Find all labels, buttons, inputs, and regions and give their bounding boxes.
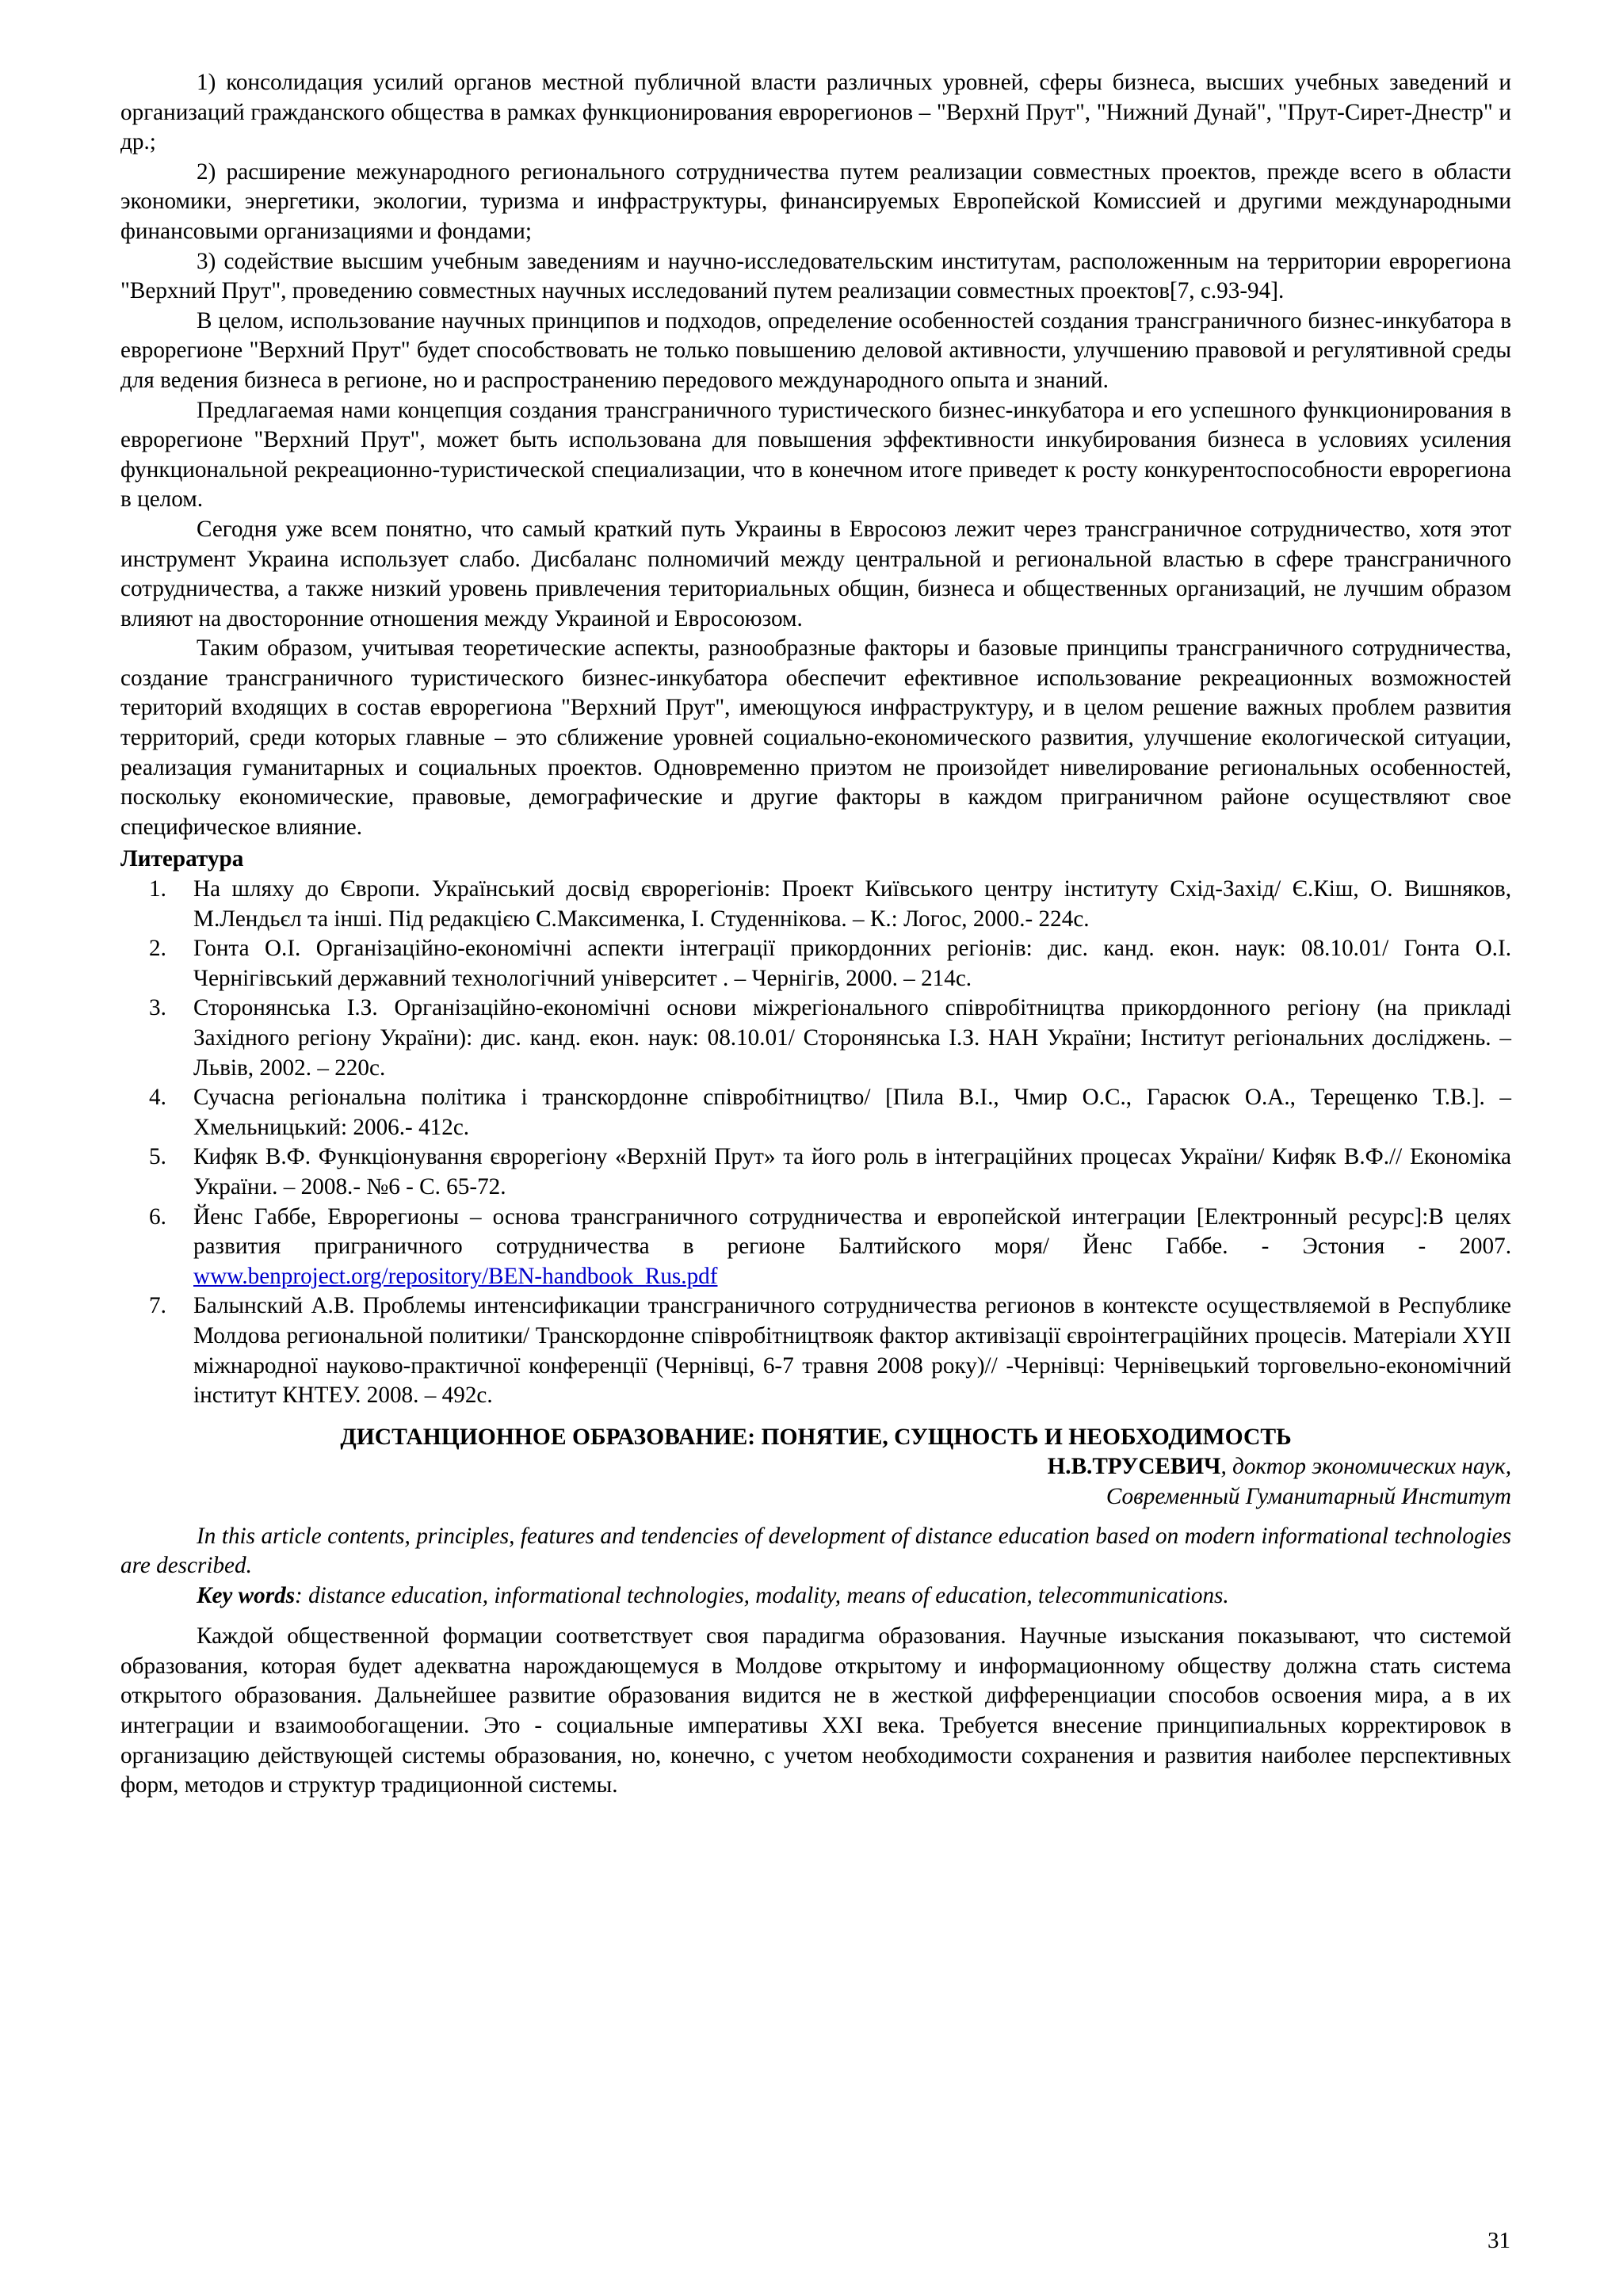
paragraph-business-incubator: В целом, использование научных принципов и подходов, определение особенностей создания трансграничного бизнес-инкубатора в еврорегионе "Верхний Прут" будет способствовать не только повышению деловой активности, улучшению правовой и регулятивной среды для ведения бизнеса в регионе, но и распространению передового международного опыта и знаний. bbox=[120, 307, 1511, 393]
reference-number: 4. bbox=[149, 1085, 166, 1111]
reference-number: 1. bbox=[149, 876, 166, 902]
reference-number: 2. bbox=[149, 936, 166, 962]
reference-number: 7. bbox=[149, 1293, 166, 1319]
article-title: ДИСТАНЦИОННОЕ ОБРАЗОВАНИЕ: ПОНЯТИЕ, СУЩНОСТЬ И НЕОБХОДИМОСТЬ bbox=[340, 1424, 1292, 1450]
article-body-paragraph: Каждой общественной формации соответствует своя парадигма образования. Научные изыскания показывают, что системой образования, которая будет адекватна нарождающемуся в Молдове открытому и информационному обществу должна стать система открытого образования. Дальнейшее развитие образования видится не в жесткой дифференциации способов освоения мира, а в их интеграции и взаимообогащении. Это - социальные императивы XXI века. Требуется внесение принципиальных корректировок в организацию действующей системы образования, но, конечно, с учетом необходимости сохранения и развития наиболее перспективных форм, методов и структур традиционной системы. bbox=[120, 1623, 1511, 1798]
keywords-label: Key words bbox=[197, 1582, 296, 1608]
reference-number: 6. bbox=[149, 1203, 166, 1230]
keywords-text: : distance education, informational technologies, modality, means of education, telecommunications. bbox=[295, 1582, 1229, 1608]
reference-number: 3. bbox=[149, 995, 166, 1021]
paragraph-conclusion: Таким образом, учитывая теоретические аспекты, разнообразные факторы и базовые принципы трансграничного сотрудничества, создание трансграничного туристического бизнес-инкубатора обеспечит ефективное использование рекреационных возможностей територий входящих в состав еврорегиона "Верхний Прут", имеющуюся инфраструктуру, и в целом решение важных проблем развития территорий, среди которых главные – это сближение уровней социально-економического развития, улучшение екологической ситуации, реализация гуманитарных и социальных проектов. Одновременно приэтом не произойдет нивелирование региональных особенностей, поскольку економические, правовые, демографические и другие факторы в каждом приграничном районе осуществляют свое специфическое влияние. bbox=[120, 635, 1511, 840]
reference-text: Сторонянська І.З. Організаційно-економічні основи міжрегіонального співробітництва прикордонного регіону (на прикладі Західного регіону України): дис. канд. екон. наук: 08.10.01/ Сторонянська І.З. НАН України; Інститут регіональних досліджень. – Львів, 2002. – 220с. bbox=[193, 995, 1511, 1081]
reference-number: 5. bbox=[149, 1144, 166, 1170]
page-number: 31 bbox=[1487, 2228, 1510, 2253]
paragraph-concept: Предлагаемая нами концепция создания трансграничного туристического бизнес-инкубатора и его успешного функционирования в еврорегионе "Верхний Прут", может быть использована для повышения эффективности инкубирования бизнеса в условиях усиления функциональной рекреационно-туристической специализации, что в конечном итоге приведет к росту конкурентоспособности еврорегиона в целом. bbox=[120, 397, 1511, 513]
author-name: Н.В.ТРУСЕВИЧ bbox=[1047, 1454, 1221, 1480]
reference-item bbox=[120, 875, 1511, 934]
literature-heading: Литература bbox=[120, 846, 244, 872]
article-abstract: In this article contents, principles, features and tendencies of development of distance education based on modern informational technologies are described. bbox=[120, 1523, 1511, 1579]
reference-item bbox=[120, 934, 1511, 994]
reference-text: Кифяк В.Ф. Функціонування єврорегіону «Верхній Прут» та його роль в інтеграційних процесах України/ Кифяк В.Ф.// Економіка України. – 2008.- №6 - С. 65-72. bbox=[193, 1144, 1511, 1199]
reference-item bbox=[120, 1083, 1511, 1142]
page-content bbox=[120, 68, 1511, 1801]
reference-text: На шляху до Європи. Український досвід єврорегіонів: Проект Київського центру інституту Схід-Захід/ Є.Кіш, О. Вишняков, М.Лендьєл та інші. Під редакцією С.Максименка, І. Студеннікова. – К.: Логос, 2000.- 224с. bbox=[193, 876, 1511, 932]
reference-link[interactable]: www.benproject.org/repository/BEN-handbook_Rus.pdf bbox=[193, 1263, 718, 1289]
author-role: , доктор экономических наук, bbox=[1220, 1454, 1511, 1480]
reference-text: Сучасна регіональна політика і транскордонне співробітництво/ [Пила В.І., Чмир О.С., Гарасюк О.А., Терещенко Т.В.]. – Хмельницький: 2006.- 412с. bbox=[193, 1085, 1511, 1140]
reference-item bbox=[120, 1291, 1511, 1410]
reference-item bbox=[120, 1203, 1511, 1292]
reference-text: Гонта О.І. Організаційно-економічні аспекти інтеграції прикордонних регіонів: дис. канд. екон. наук: 08.10.01/ Гонта О.І. Чернігівський державний технологічний університет . – Чернігів, 2000. – 214с. bbox=[193, 936, 1511, 991]
paragraph-item-1: 1) консолидация усилий органов местной публичной власти различных уровней, сферы бизнеса, высших учебных заведений и организаций гражданского общества в рамках функционирования еврорегионов – "Верхнй Прут", "Нижний Дунай", "Прут-Сирет-Днестр" и др.; bbox=[120, 70, 1511, 155]
article-keywords bbox=[120, 1581, 1511, 1611]
author-line bbox=[120, 1452, 1511, 1482]
reference-item bbox=[120, 994, 1511, 1083]
reference-text: Балынский А.В. Проблемы интенсификации трансграничного сотрудничества регионов в контексте осуществляемой в Республике Молдова региональной политики/ Транскордонне співробітництвояк фактор активізації євроінтеграційних процесів. Матеріали XYII міжнародної науково-практичної конференції (Чернівці, 6-7 травня 2008 року)// -Чернівці: Чернівецький торговельно-економічний інститут КНТЕУ. 2008. – 492с. bbox=[193, 1293, 1511, 1409]
paragraph-eu-path: Сегодня уже всем понятно, что самый краткий путь Украины в Евросоюз лежит через трансграничное сотрудничество, хотя этот инструмент Украина использует слабо. Дисбаланс полномичий между центральной и региональной властью в сфере трансграничного сотрудничества, а также низкий уровень привлечения териториальных общин, бизнеса и общественных организаций, не лучшим образом влияют на двосторонние отношения между Украиной и Евросоюзом. bbox=[120, 516, 1511, 631]
author-institution: Современный Гуманитарный Институт bbox=[1106, 1483, 1511, 1509]
reference-text: Йенс Габбе, Еврорегионы – основа трансграничного сотрудничества и европейской интеграции [Електронный ресурс]:В целях развития приграничного сотрудничества в регионе Балтийского моря/ Йенс Габбе. - Эстония - 2007. bbox=[193, 1203, 1511, 1260]
reference-item bbox=[120, 1142, 1511, 1202]
paragraph-item-3: 3) содействие высшим учебным заведениям и научно-исследовательским институтам, расположенным на территории еврорегиона "Верхний Прут", проведению совместных научных исследований путем реализации совместных проектов[7, с.93-94]. bbox=[120, 248, 1511, 304]
paragraph-item-2: 2) расширение межународного регионального сотрудничества путем реализации совместных проектов, прежде всего в области экономики, энергетики, экологии, туризма и инфраструктуры, финансируемых Европейской Комиссией и другими международными финансовыми организациями и фондами; bbox=[120, 158, 1511, 244]
reference-list bbox=[120, 875, 1511, 1411]
